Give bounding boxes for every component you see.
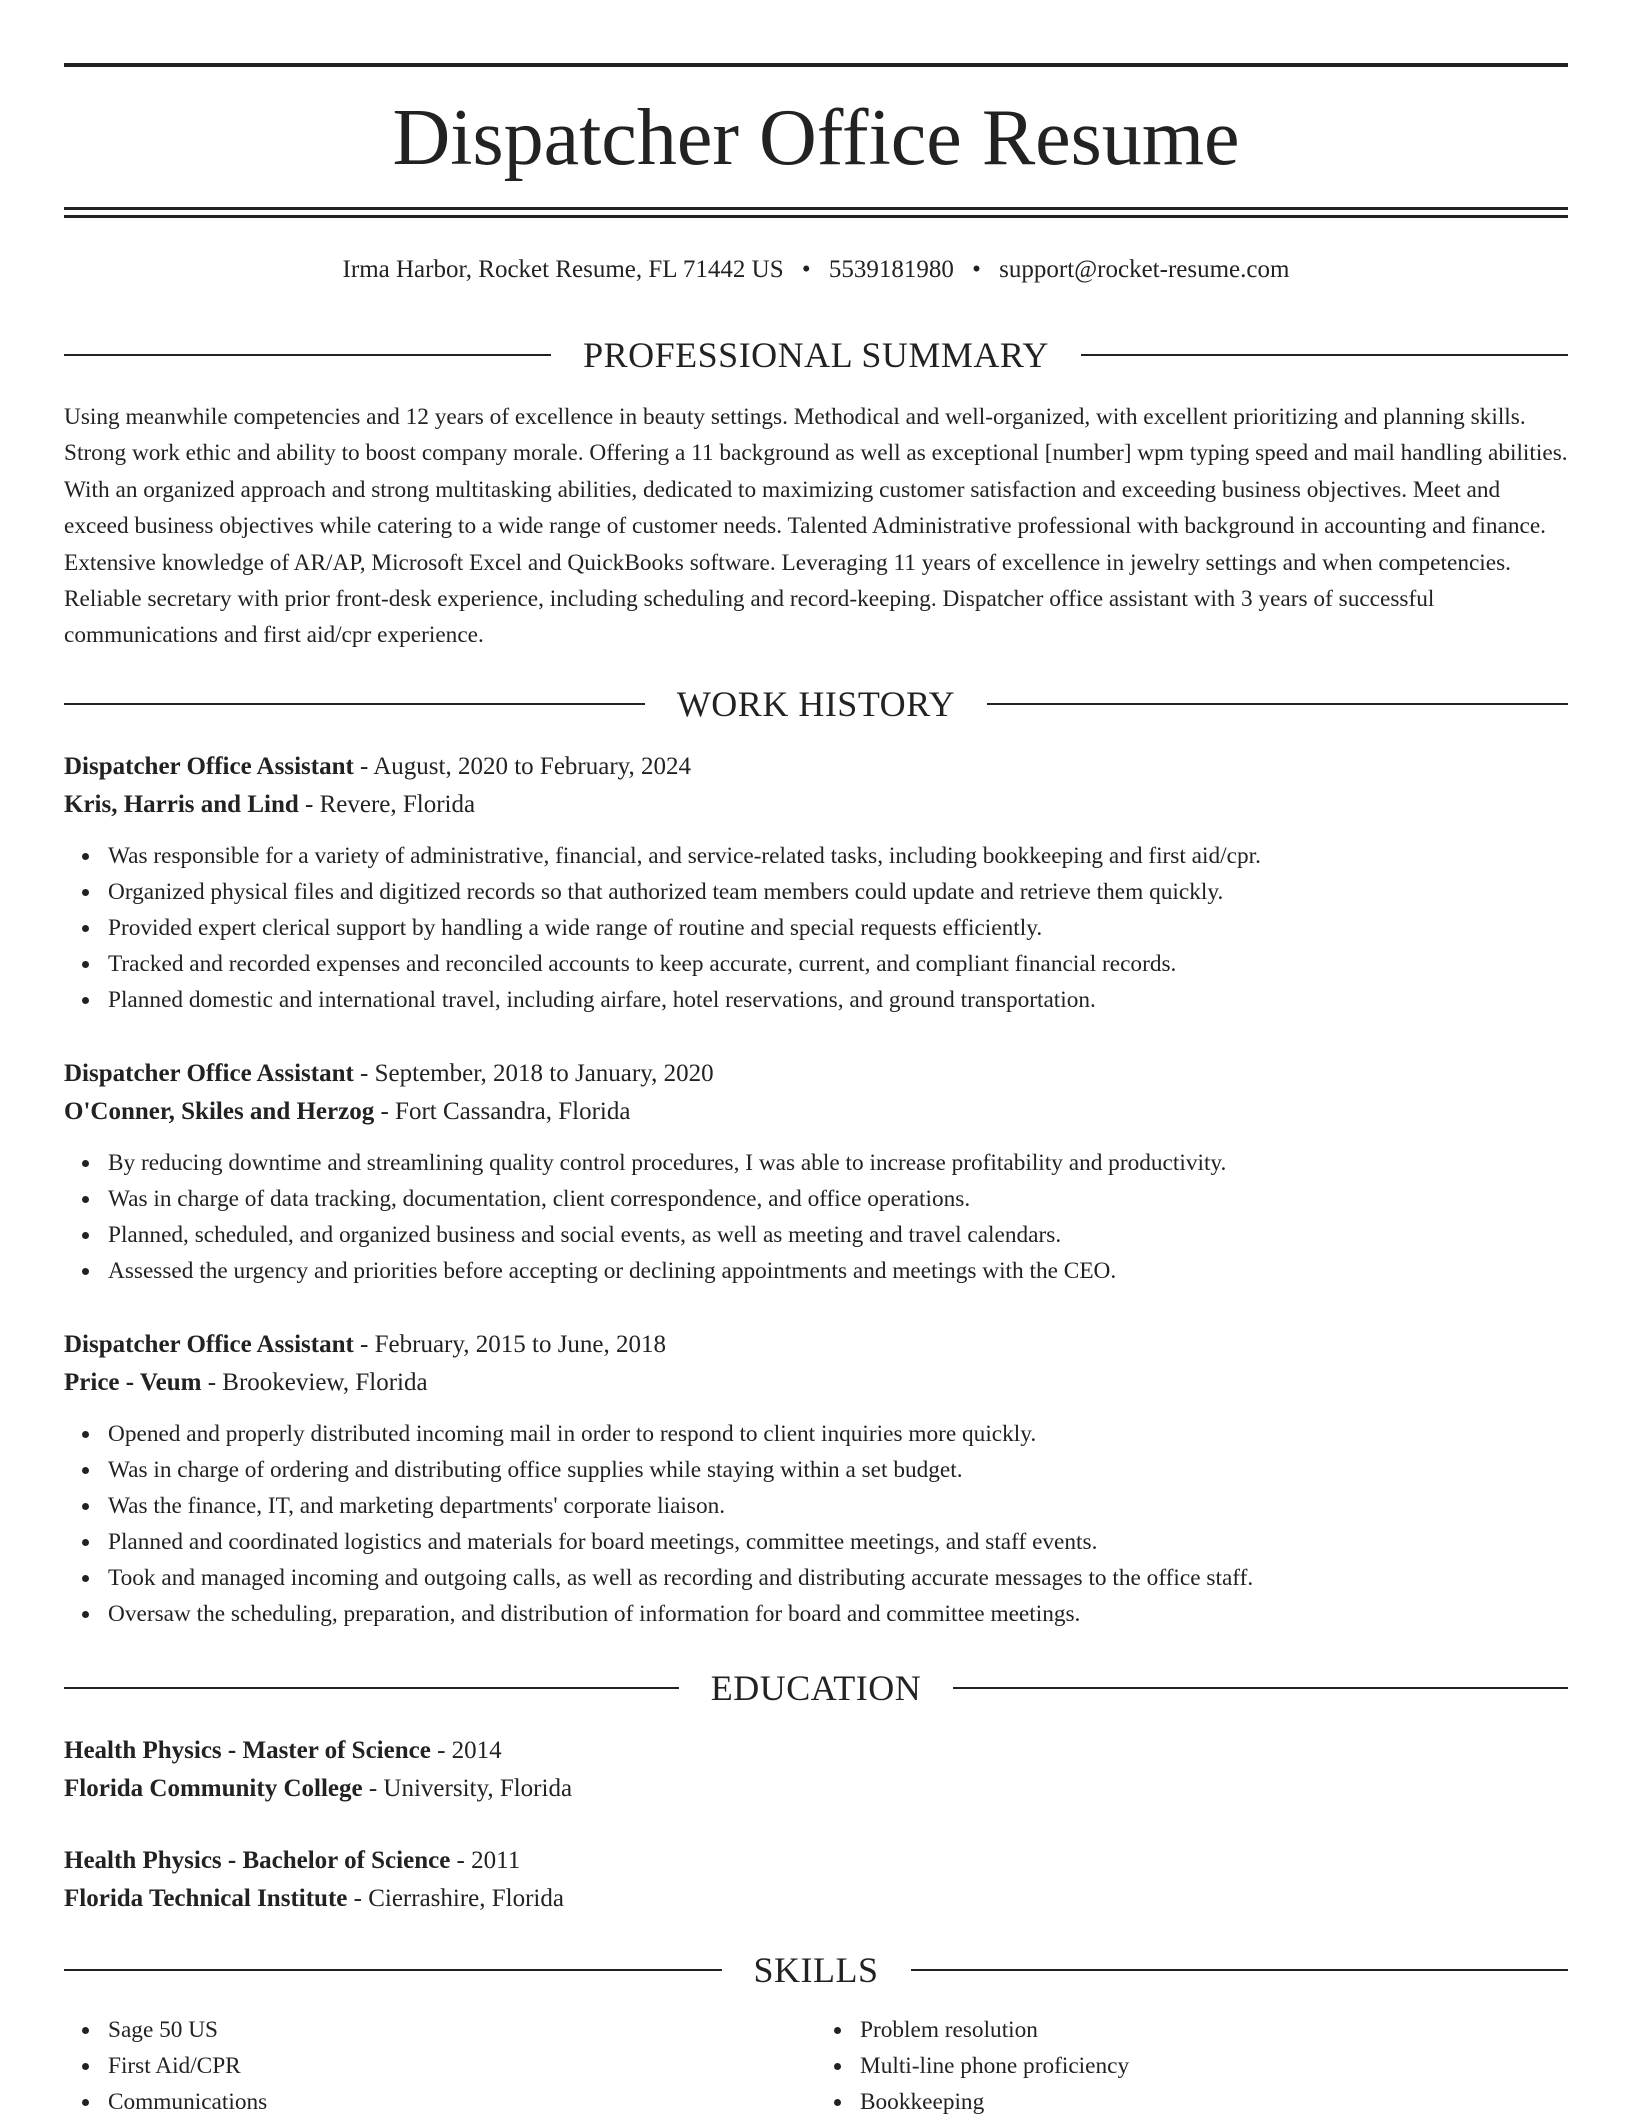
job-location: - Fort Cassandra, Florida <box>374 1098 631 1125</box>
education-entry <box>64 1732 1568 1808</box>
skills-list-right <box>816 2012 1568 2120</box>
education-school-line <box>64 1880 1568 1918</box>
job-title: Dispatcher Office Assistant <box>64 1060 354 1087</box>
education-year: - 2014 <box>430 1737 502 1764</box>
skill-item: First Aid/CPR <box>108 2048 816 2084</box>
job-title-line <box>64 748 1568 786</box>
section-professional-summary <box>64 333 1568 377</box>
job-title-line <box>64 1055 1568 1093</box>
list-item: Provided expert clerical support by handling a wide range of routine and special requests efficiently. <box>108 910 1568 946</box>
top-rule <box>64 63 1568 67</box>
list-item: Was in charge of ordering and distributing office supplies while staying within a set budget. <box>108 1452 1568 1488</box>
job-company-line <box>64 786 1568 824</box>
list-item: Opened and properly distributed incoming mail in order to respond to client inquiries more quickly. <box>108 1416 1568 1452</box>
list-item: Tracked and recorded expenses and reconciled accounts to keep accurate, current, and compliant financial records. <box>108 946 1568 982</box>
section-rule <box>953 1687 1568 1689</box>
summary-text: Using meanwhile competencies and 12 years of excellence in beauty settings. Methodical and well-organized, with excellent prioritizing and planning skills. Strong work ethic and ability to boost company morale. Offering a 11 background as well as exceptional [number] wpm typing speed and mail handling abilities. With an organized approach and strong multitasking abilities, dedicated to maximizing customer satisfaction and exceeding business objectives. Meet and exceed business objectives while catering to a wide range of customer needs. Talented Administrative professional with background in accounting and finance. Extensive knowledge of AR/AP, Microsoft Excel and QuickBooks software. Leveraging 11 years of excellence in jewelry settings and when competencies. Reliable secretary with prior front-desk experience, including scheduling and record-keeping. Dispatcher office assistant with 3 years of successful communications and first aid/cpr experience. <box>64 404 1568 649</box>
title-double-rule <box>64 207 1568 218</box>
job-dates: - February, 2015 to June, 2018 <box>353 1331 667 1358</box>
section-heading: WORK HISTORY <box>676 684 956 724</box>
job-company-line <box>64 1364 1568 1402</box>
section-rule <box>64 1687 679 1689</box>
section-rule <box>911 1969 1569 1971</box>
section-rule <box>1081 354 1568 356</box>
education-degree-line <box>64 1732 1568 1770</box>
resume-title: Dispatcher Office Resume <box>392 94 1240 182</box>
job-company: Kris, Harris and Lind <box>64 791 299 818</box>
section-heading: EDUCATION <box>710 1668 922 1708</box>
skills-list-left <box>64 2012 816 2120</box>
section-work-history <box>64 682 1568 726</box>
job-title: Dispatcher Office Assistant <box>64 1331 354 1358</box>
section-heading: SKILLS <box>753 1950 879 1990</box>
list-item: Was the finance, IT, and marketing departments' corporate liaison. <box>108 1488 1568 1524</box>
job-entry <box>64 1326 1568 1632</box>
list-item: Assessed the urgency and priorities before accepting or declining appointments and meetings with the CEO. <box>108 1253 1568 1289</box>
job-dates: - August, 2020 to February, 2024 <box>353 753 692 780</box>
job-title: Dispatcher Office Assistant <box>64 753 354 780</box>
skill-item: Problem resolution <box>860 2012 1568 2048</box>
skill-item: Multi-line phone proficiency <box>860 2048 1568 2084</box>
job-bullets <box>64 1416 1568 1632</box>
section-rule <box>64 354 551 356</box>
job-bullets <box>64 1145 1568 1289</box>
list-item: Took and managed incoming and outgoing calls, as well as recording and distributing accurate messages to the office staff. <box>108 1560 1568 1596</box>
education-entry <box>64 1842 1568 1918</box>
skills-columns <box>64 2012 1568 2120</box>
education-school: Florida Community College <box>64 1775 363 1802</box>
job-title-line <box>64 1326 1568 1364</box>
job-dates: - September, 2018 to January, 2020 <box>353 1060 714 1087</box>
education-year: - 2011 <box>450 1847 521 1874</box>
contact-line <box>64 254 1568 286</box>
job-company-line <box>64 1093 1568 1131</box>
contact-separator: • <box>972 256 981 283</box>
section-rule <box>64 703 645 705</box>
list-item: Was in charge of data tracking, documentation, client correspondence, and office operations. <box>108 1181 1568 1217</box>
job-company: O'Conner, Skiles and Herzog <box>64 1098 375 1125</box>
education-school: Florida Technical Institute <box>64 1885 348 1912</box>
list-item: By reducing downtime and streamlining quality control procedures, I was able to increase profitability and productivity. <box>108 1145 1568 1181</box>
list-item: Organized physical files and digitized records so that authorized team members could update and retrieve them quickly. <box>108 874 1568 910</box>
education-location: - Cierrashire, Florida <box>347 1885 564 1912</box>
section-skills <box>64 1948 1568 1992</box>
contact-phone: 5539181980 <box>828 256 954 283</box>
list-item: Was responsible for a variety of administrative, financial, and service-related tasks, including bookkeeping and first aid/cpr. <box>108 838 1568 874</box>
section-rule <box>987 703 1568 705</box>
section-rule <box>64 1969 722 1971</box>
section-heading: PROFESSIONAL SUMMARY <box>583 335 1049 375</box>
list-item: Planned and coordinated logistics and materials for board meetings, committee meetings, and staff events. <box>108 1524 1568 1560</box>
skill-item: Bookkeeping <box>860 2084 1568 2120</box>
contact-email: support@rocket-resume.com <box>999 256 1290 283</box>
education-degree-line <box>64 1842 1568 1880</box>
job-entry <box>64 1055 1568 1289</box>
education-degree: Health Physics - Bachelor of Science <box>64 1847 451 1874</box>
skill-item: Communications <box>108 2084 816 2120</box>
job-location: - Revere, Florida <box>298 791 476 818</box>
education-location: - University, Florida <box>362 1775 573 1802</box>
list-item: Planned domestic and international travel, including airfare, hotel reservations, and ground transportation. <box>108 982 1568 1018</box>
section-education <box>64 1666 1568 1710</box>
education-degree: Health Physics - Master of Science <box>64 1737 431 1764</box>
job-entry <box>64 748 1568 1018</box>
list-item: Planned, scheduled, and organized business and social events, as well as meeting and travel calendars. <box>108 1217 1568 1253</box>
contact-address: Irma Harbor, Rocket Resume, FL 71442 US <box>342 256 784 283</box>
job-bullets <box>64 838 1568 1018</box>
education-school-line <box>64 1770 1568 1808</box>
contact-separator: • <box>801 256 811 283</box>
list-item: Oversaw the scheduling, preparation, and distribution of information for board and committee meetings. <box>108 1596 1568 1632</box>
job-location: - Brookeview, Florida <box>201 1369 428 1396</box>
skill-item: Sage 50 US <box>108 2012 816 2048</box>
job-company: Price - Veum <box>64 1369 202 1396</box>
